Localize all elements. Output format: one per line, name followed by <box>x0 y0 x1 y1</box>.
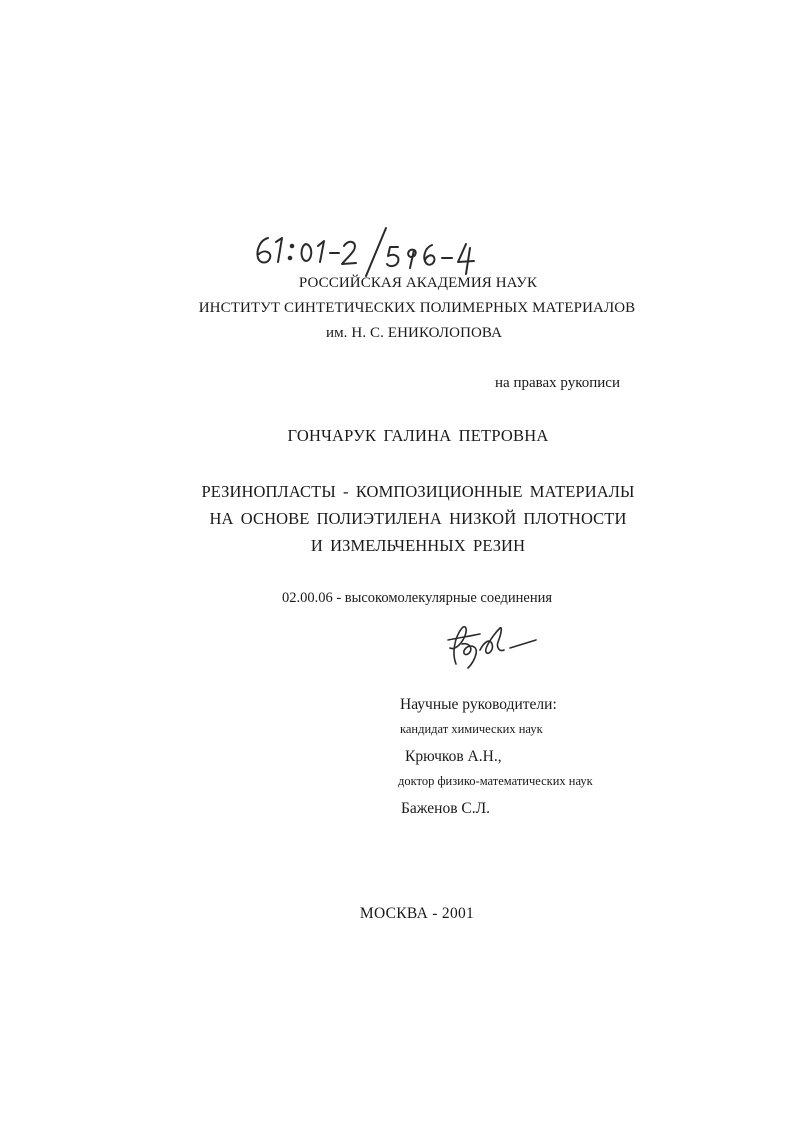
academy-name: РОССИЙСКАЯ АКАДЕМИЯ НАУК <box>298 275 538 291</box>
manuscript-note: на правах рукописи <box>495 375 620 391</box>
thesis-title-line-1: РЕЗИНОПЛАСТЫ - КОМПОЗИЦИОННЫЕ МАТЕРИАЛЫ <box>201 482 635 501</box>
institute-name: ИНСТИТУТ СИНТЕТИЧЕСКИХ ПОЛИМЕРНЫХ МАТЕРИАЛОВ <box>198 300 636 316</box>
supervisor-2-name: Баженов С.Л. <box>401 800 491 817</box>
author-signature <box>440 620 540 672</box>
thesis-title-line-3: И ИЗМЕЛЬЧЕННЫХ РЕЗИН <box>310 536 526 555</box>
place-and-year: МОСКВА - 2001 <box>359 905 475 922</box>
supervisor-1-name: Крючков А.Н., <box>405 748 502 765</box>
supervisors-heading: Научные руководители: <box>400 696 557 713</box>
supervisor-2-degree: доктор физико-математических наук <box>398 774 593 788</box>
specialty-code: 02.00.06 - высокомолекулярные соединения <box>281 590 553 606</box>
thesis-title-line-2: НА ОСНОВЕ ПОЛИЭТИЛЕНА НИЗКОЙ ПЛОТНОСТИ <box>209 509 627 528</box>
institute-named-after: им. Н. С. ЕНИКОЛОПОВА <box>325 325 503 341</box>
supervisor-1-degree: кандидат химических наук <box>400 722 543 736</box>
author-name: ГОНЧАРУК ГАЛИНА ПЕТРОВНА <box>287 426 549 445</box>
handwritten-archive-code <box>248 222 488 280</box>
